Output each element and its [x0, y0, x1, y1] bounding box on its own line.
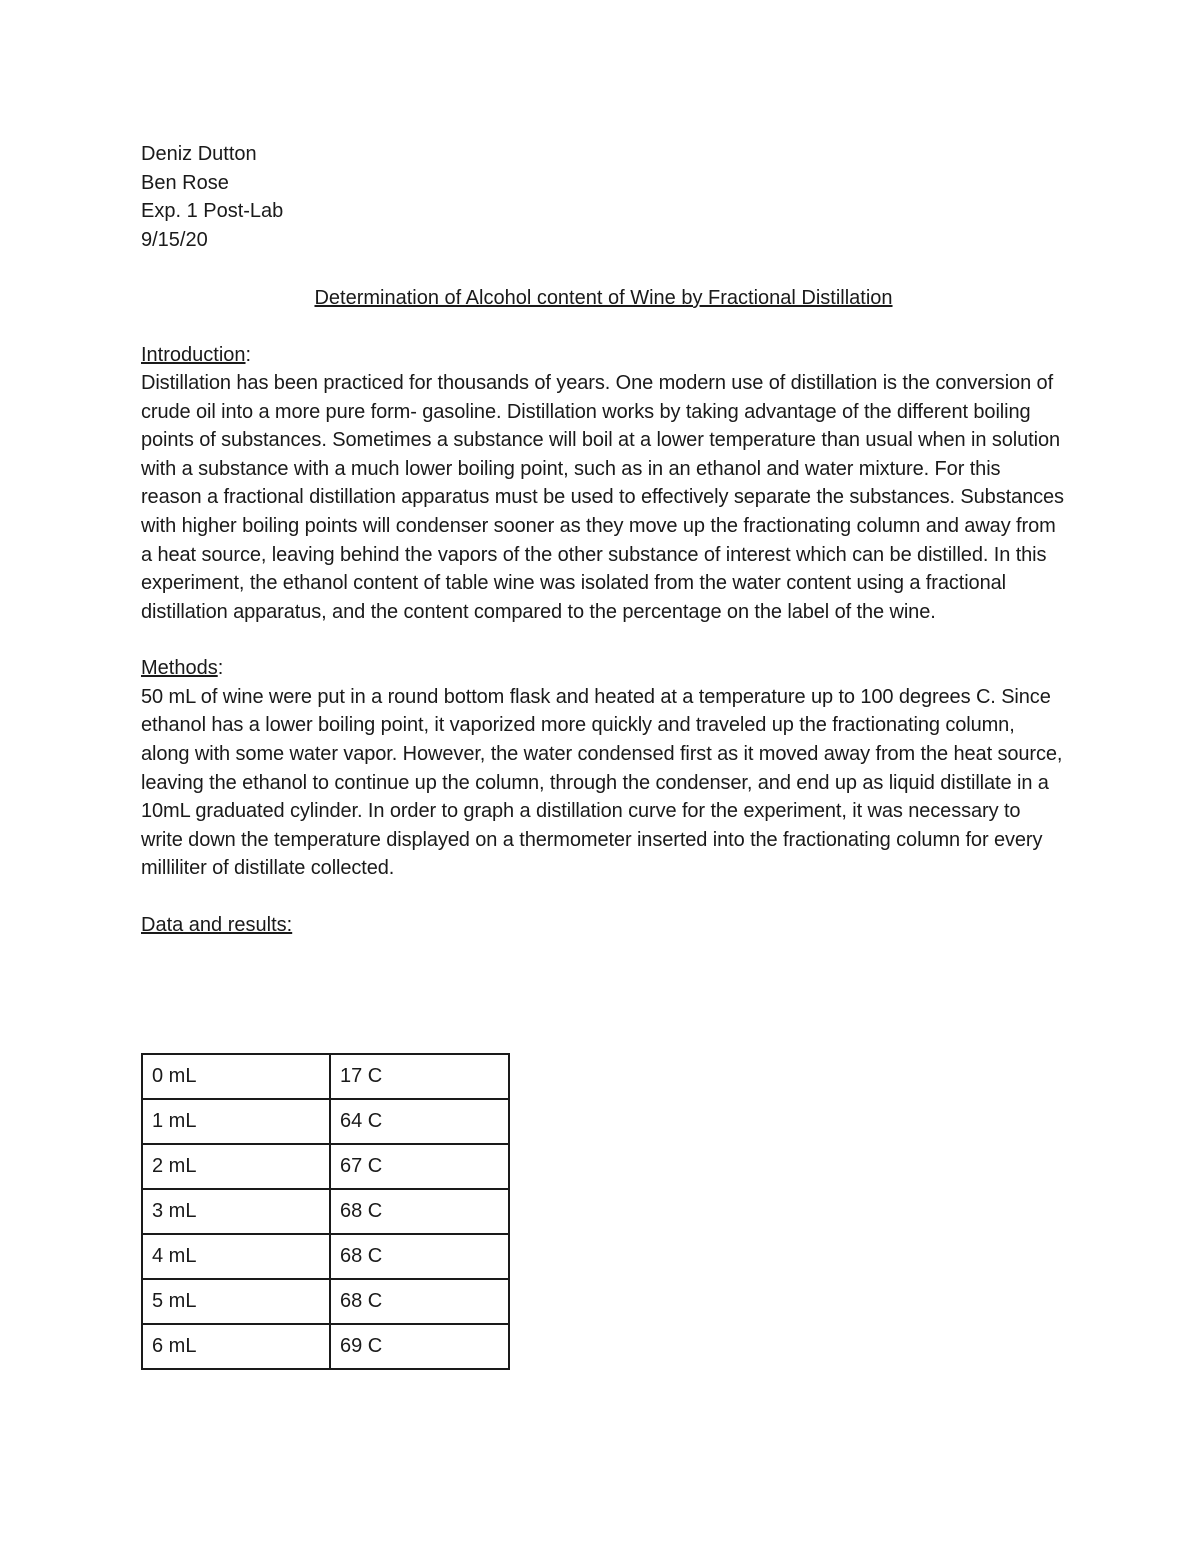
- temperature-cell: 69 C: [330, 1324, 509, 1369]
- methods-heading: Methods:: [141, 657, 224, 680]
- volume-cell: 2 mL: [142, 1144, 330, 1189]
- volume-cell: 4 mL: [142, 1234, 330, 1279]
- document-page: [141, 140, 1066, 940]
- volume-cell: 3 mL: [142, 1189, 330, 1234]
- author-name: Deniz Dutton: [141, 143, 257, 165]
- document-title: Determination of Alcohol content of Wine by Fractional Distillation: [314, 287, 893, 309]
- results-heading: Data and results:: [141, 914, 293, 936]
- table-row: [142, 1279, 509, 1324]
- temperature-cell: 68 C: [330, 1279, 509, 1324]
- introduction-body: Distillation has been practiced for thousands of years. One modern use of distillation is the conversion of crude oil into a more pure form- gasoline. Distillation works by taking advantage of the different boiling points of substances. Sometimes a substance will boil at a lower temperature than usual when in solution with a substance with a much lower boiling point, such as in an ethanol and water mixture. For this reason a fractional distillation apparatus must be used to effectively separate the substances. Substances with higher boiling points will condenser sooner as they move up the fractionating column and away from a heat source, leaving behind the vapors of the other substance of interest which can be distilled. In this experiment, the ethanol content of table wine was isolated from the water content using a fractional distillation apparatus, and the content compared to the percentage on the label of the wine.: [141, 372, 1064, 623]
- table-row: [142, 1099, 509, 1144]
- experiment-label: Exp. 1 Post-Lab: [141, 200, 284, 222]
- temperature-cell: 17 C: [330, 1054, 509, 1099]
- temperature-cell: 64 C: [330, 1099, 509, 1144]
- introduction-heading: Introduction:: [141, 343, 252, 366]
- table-row: [142, 1234, 509, 1279]
- table-row: [142, 1324, 509, 1369]
- table-row: [142, 1144, 509, 1189]
- volume-cell: 6 mL: [142, 1324, 330, 1369]
- temperature-cell: 68 C: [330, 1189, 509, 1234]
- table-row: [142, 1054, 509, 1099]
- temperature-cell: 67 C: [330, 1144, 509, 1189]
- methods-body: 50 mL of wine were put in a round bottom flask and heated at a temperature up to 100 degrees C. Since ethanol has a lower boiling point, it vaporized more quickly and traveled up the fractionating column, along with some water vapor. However, the water condensed first as it moved away from the heat source, leaving the ethanol to continue up the column, through the condenser, and end up as liquid distillate in a 10mL graduated cylinder. In order to graph a distillation curve for the experiment, it was necessary to write down the temperature displayed on a thermometer inserted into the fractionating column for every milliliter of distillate collected.: [141, 685, 1063, 880]
- author-name: Ben Rose: [141, 171, 229, 194]
- document-header: [141, 140, 1066, 254]
- volume-cell: 5 mL: [142, 1279, 330, 1324]
- table-row: [142, 1189, 509, 1234]
- document-date: 9/15/20: [141, 228, 208, 251]
- volume-cell: 0 mL: [142, 1054, 330, 1099]
- volume-cell: 1 mL: [142, 1099, 330, 1144]
- results-table-container: [141, 1053, 510, 1370]
- results-table: [141, 1053, 510, 1370]
- temperature-cell: 68 C: [330, 1234, 509, 1279]
